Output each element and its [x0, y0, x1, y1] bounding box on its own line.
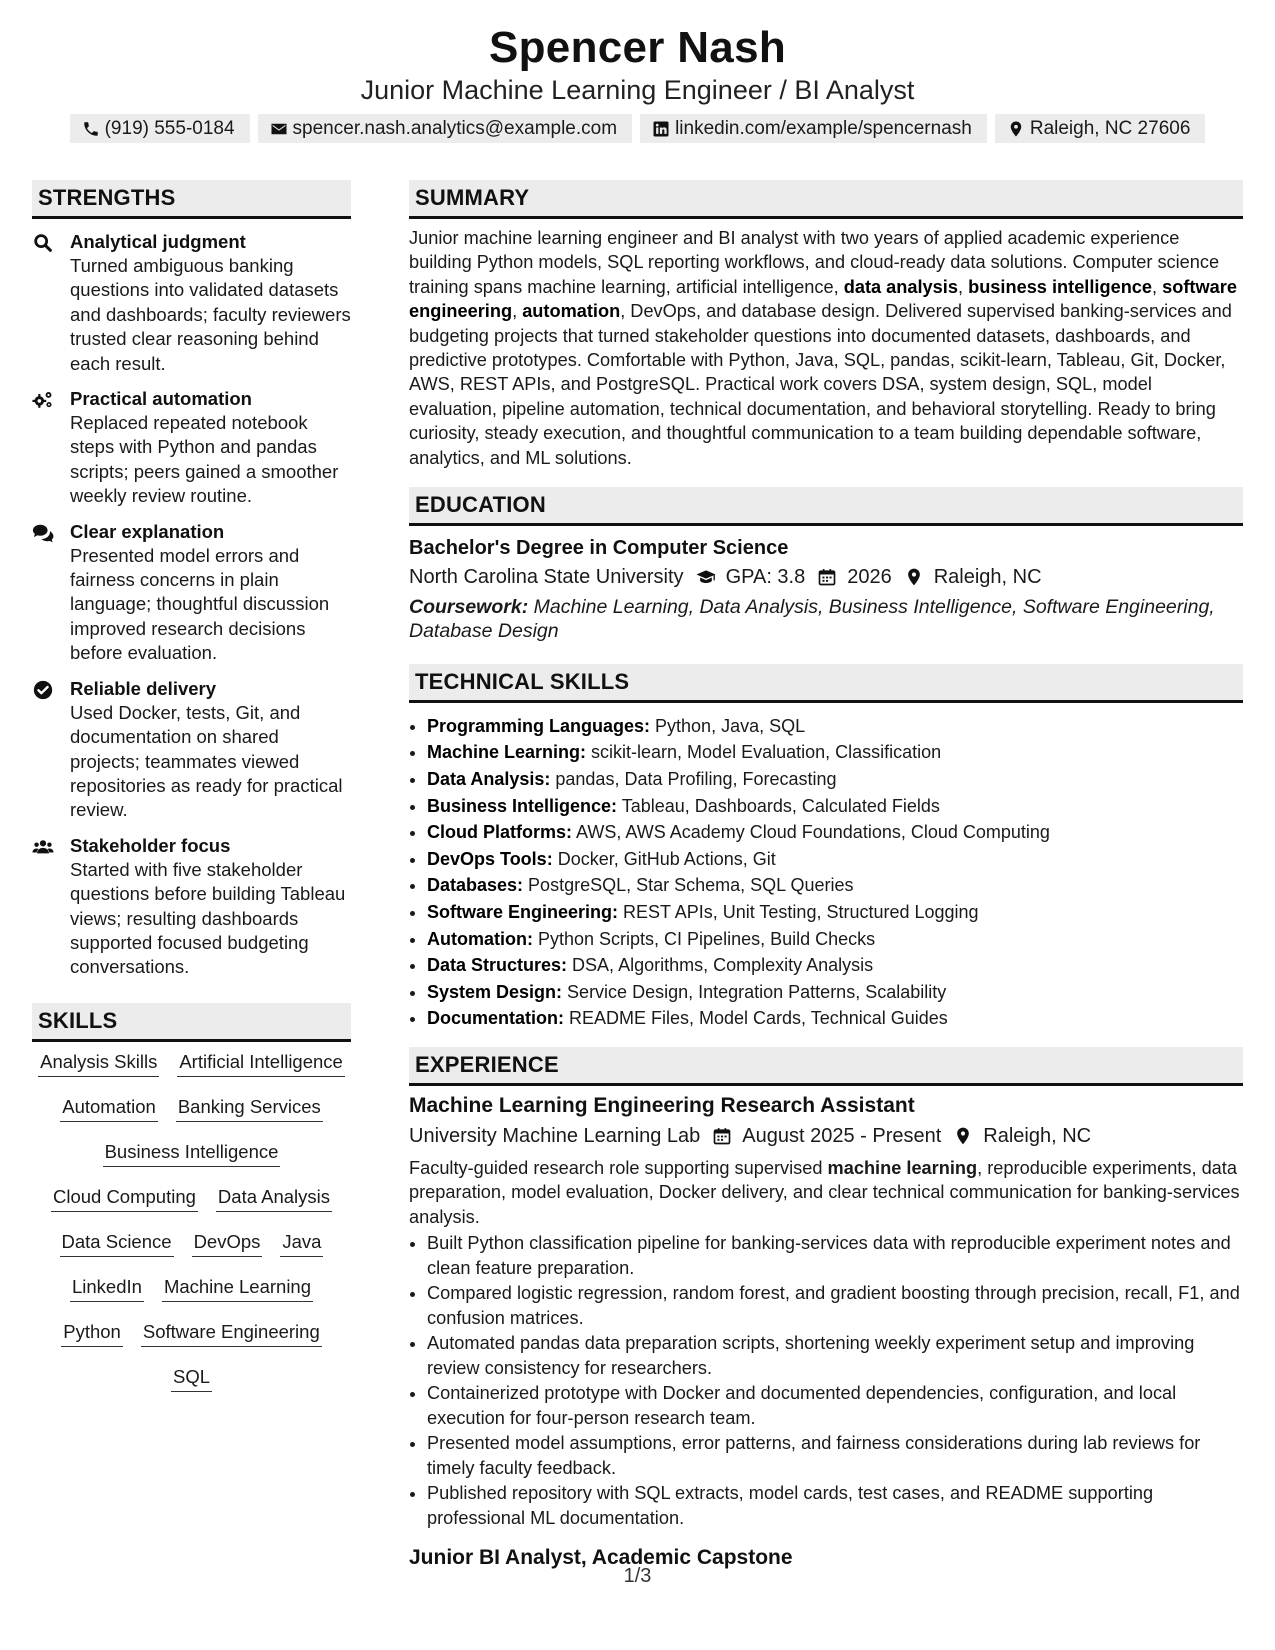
- summary-part: ,: [957, 276, 969, 297]
- skill-values: Docker, GitHub Actions, Git: [552, 848, 776, 869]
- skill-tag: LinkedIn: [70, 1275, 144, 1302]
- left-column: [32, 180, 351, 1410]
- skill-tag: Automation: [60, 1095, 158, 1122]
- map-pin-icon: [1007, 120, 1025, 138]
- skill-category: Data Analysis:: [427, 769, 551, 790]
- skills-row: [32, 1185, 351, 1230]
- contact-email[interactable]: [258, 114, 633, 143]
- strength-item: [32, 834, 351, 980]
- skills-row: [32, 1365, 351, 1410]
- contact-linkedin-text: linkedin.com/example/spencernash: [675, 118, 972, 139]
- skill-category: Automation:: [427, 928, 533, 949]
- skill-tag: DevOps: [192, 1230, 263, 1257]
- summary-part: ,: [1152, 276, 1163, 297]
- skill-tag: SQL: [171, 1365, 212, 1392]
- strength-title: Reliable delivery: [70, 677, 217, 699]
- calendar-icon: [805, 567, 847, 587]
- skill-values: REST APIs, Unit Testing, Structured Logging: [618, 902, 979, 923]
- skill-values: PostgreSQL, Star Schema, SQL Queries: [523, 875, 854, 896]
- skills-heading: SKILLS: [32, 1003, 351, 1042]
- education-coursework: [409, 595, 1243, 644]
- skills-row: [32, 1095, 351, 1140]
- job-org: University Machine Learning Lab: [409, 1125, 701, 1147]
- skills-row: [32, 1275, 351, 1320]
- summary-text: [409, 226, 1243, 470]
- list-item: [427, 793, 1243, 820]
- list-item: [427, 899, 1243, 926]
- skills-tags: [32, 1050, 351, 1410]
- job-title: Junior BI Analyst, Academic Capstone: [409, 1546, 793, 1570]
- list-item: • Automated pandas data preparation scripts, shortening weekly experiment setup and improving review consistency for researchers.: [427, 1331, 1243, 1380]
- job-title: Machine Learning Engineering Research Assistant: [409, 1094, 915, 1117]
- summary-part: Junior machine learning engineer and BI analyst with two years of applied academic experience building Python models, SQL reporting workflows, and cloud-ready data solutions. Computer science training spans machine learning, artificial intelligence,: [409, 228, 1220, 297]
- skill-values: scikit-learn, Model Evaluation, Classification: [586, 742, 942, 763]
- technical-skills-heading: TECHNICAL SKILLS: [409, 664, 1243, 703]
- skills-row: [32, 1230, 351, 1275]
- skill-category: Databases:: [427, 875, 524, 896]
- resume-header: [0, 22, 1275, 106]
- contact-email-text: spencer.nash.analytics@example.com: [292, 118, 618, 139]
- strength-desc: Replaced repeated notebook steps with Python and pandas scripts; peers gained a smoother weekly review routine.: [70, 412, 339, 507]
- skill-tag: Data Science: [60, 1230, 174, 1257]
- skill-values: Service Design, Integration Patterns, Scalability: [562, 981, 947, 1002]
- strength-item: [32, 387, 351, 509]
- education-location: Raleigh, NC: [933, 566, 1042, 589]
- job-meta: [409, 1122, 1243, 1150]
- strength-desc: Presented model errors and fairness concerns in plain language; thoughtful discussion improved research decisions before evaluation.: [70, 544, 330, 664]
- skill-tag: Software Engineering: [141, 1320, 322, 1347]
- education-year: 2026: [847, 566, 892, 589]
- summary-keyword: business intelligence: [968, 276, 1153, 297]
- candidate-role: Junior Machine Learning Engineer / BI Analyst: [360, 75, 915, 105]
- summary-keyword: data analysis: [843, 276, 958, 297]
- list-item: • Compared logistic regression, random forest, and gradient boosting through precision, recall, F1, and confusion matrices.: [427, 1281, 1243, 1330]
- list-item: [427, 819, 1243, 846]
- list-item: [427, 926, 1243, 953]
- summary-heading: SUMMARY: [409, 180, 1243, 219]
- technical-skills-list: [409, 713, 1243, 1032]
- contact-phone[interactable]: [70, 114, 250, 143]
- strengths-heading: STRENGTHS: [32, 180, 351, 219]
- list-item: [427, 979, 1243, 1006]
- skill-category: Business Intelligence:: [427, 795, 618, 816]
- skill-category: Programming Languages:: [427, 715, 651, 736]
- map-pin-icon: [941, 1126, 983, 1146]
- strength-desc: Turned ambiguous banking questions into validated datasets and dashboards; faculty reviewers trusted clear reasoning behind each result.: [70, 255, 351, 374]
- strength-item: [32, 677, 351, 823]
- contact-linkedin[interactable]: [640, 114, 987, 143]
- summary-keyword: automation: [522, 301, 621, 322]
- skill-category: Cloud Platforms:: [427, 822, 573, 843]
- education-gpa: GPA: 3.8: [725, 566, 806, 589]
- skill-tag: Python: [61, 1320, 123, 1347]
- skill-category: System Design:: [427, 981, 563, 1002]
- list-item: [427, 872, 1243, 899]
- list-item: [427, 713, 1243, 740]
- contact-location[interactable]: [995, 114, 1206, 143]
- contact-location-text: Raleigh, NC 27606: [1029, 118, 1191, 139]
- list-item: • Containerized prototype with Docker and documented dependencies, configuration, and local execution for four-person research team.: [427, 1381, 1243, 1430]
- skill-values: Python Scripts, CI Pipelines, Build Checks: [532, 928, 876, 949]
- right-column: [409, 180, 1243, 1572]
- graduation-cap-icon: [684, 567, 726, 587]
- skill-values: AWS, AWS Academy Cloud Foundations, Cloud Computing: [572, 822, 1050, 843]
- list-item: • Presented model assumptions, error patterns, and fairness considerations during lab reviews for timely faculty feedback.: [427, 1431, 1243, 1480]
- strength-desc: Started with five stakeholder questions before building Tableau views; resulting dashboards supported focused budgeting conversations.: [70, 858, 346, 978]
- page-number: 1/3: [623, 1565, 652, 1587]
- education-degree: Bachelor's Degree in Computer Science: [409, 537, 789, 560]
- skill-values: Python, Java, SQL: [650, 715, 806, 736]
- job-location: Raleigh, NC: [983, 1125, 1092, 1147]
- strength-title: Clear explanation: [70, 520, 225, 542]
- strength-title: Stakeholder focus: [70, 834, 231, 856]
- skill-tag: Artificial Intelligence: [177, 1050, 345, 1077]
- experience-heading: EXPERIENCE: [409, 1047, 1243, 1086]
- strength-desc: Used Docker, tests, Git, and documentation on shared projects; teammates viewed repositories as ready for practical review.: [70, 701, 343, 821]
- comments-icon: [32, 520, 70, 666]
- education-meta: [409, 563, 1243, 591]
- coursework-list: Machine Learning, Data Analysis, Business Intelligence, Software Engineering, Database Design: [409, 596, 1215, 643]
- summary-part: , DevOps, and database design. Delivered supervised banking-services and budgeting projects that turned stakeholder questions into documented datasets, dashboards, and predictive prototypes. Comfortable with Python, Java, SQL, pandas, scikit-learn, Tableau, Git, Docker, AWS, REST APIs, and PostgreSQL. Practical work covers DSA, system design, SQL, model evaluation, pipeline automation, technical documentation, and behavioral storytelling. Ready to bring curiosity, steady execution, and thoughtful communication to a team building dependable software, analytics, and ML solutions.: [409, 301, 1232, 468]
- search-icon: [32, 230, 70, 376]
- job-bullets: [409, 1231, 1243, 1530]
- skills-row: [32, 1320, 351, 1365]
- list-item: [427, 739, 1243, 766]
- list-item: • Published repository with SQL extracts, model cards, test cases, and README supporting professional ML documentation.: [427, 1481, 1243, 1530]
- contact-bar: [0, 114, 1275, 143]
- skill-values: README Files, Model Cards, Technical Guides: [564, 1008, 948, 1029]
- skill-values: DSA, Algorithms, Complexity Analysis: [567, 955, 874, 976]
- calendar-icon: [700, 1126, 742, 1146]
- list-item: • Built Python classification pipeline for banking-services data with reproducible experiment notes and clean feature preparation.: [427, 1231, 1243, 1280]
- coursework-label: Coursework:: [409, 596, 529, 619]
- users-icon: [32, 834, 70, 980]
- summary-keyword: software engineering: [409, 276, 1237, 322]
- skill-tag: Machine Learning: [162, 1275, 313, 1302]
- gears-icon: [32, 387, 70, 509]
- strength-item: [32, 520, 351, 666]
- job-desc-part: Faculty-guided research role supporting supervised: [409, 1158, 828, 1178]
- strength-title: Practical automation: [70, 388, 252, 410]
- skill-values: Tableau, Dashboards, Calculated Fields: [617, 795, 940, 816]
- skill-category: Software Engineering:: [427, 902, 619, 923]
- phone-icon: [82, 120, 100, 138]
- envelope-icon: [270, 120, 288, 138]
- job-desc-keyword: machine learning: [827, 1158, 978, 1178]
- strength-item: [32, 230, 351, 376]
- linkedin-icon: [652, 120, 670, 138]
- job-dates: August 2025 - Present: [742, 1125, 942, 1147]
- skills-row: [32, 1050, 351, 1095]
- contact-phone-text: (919) 555-0184: [104, 118, 235, 139]
- skill-category: Documentation:: [427, 1008, 564, 1029]
- list-item: [427, 952, 1243, 979]
- job-desc-part: , reproducible experiments, data preparation, model evaluation, Docker delivery, and clear technical communication for banking-services analysis.: [409, 1158, 1240, 1227]
- skill-tag: Banking Services: [176, 1095, 323, 1122]
- skill-category: Machine Learning:: [427, 742, 587, 763]
- list-item: [427, 766, 1243, 793]
- skill-tag: Java: [280, 1230, 323, 1257]
- map-pin-icon: [892, 567, 934, 587]
- skill-tag: Analysis Skills: [38, 1050, 159, 1077]
- skill-tag: Cloud Computing: [51, 1185, 198, 1212]
- job-description: [409, 1156, 1243, 1229]
- education-heading: EDUCATION: [409, 487, 1243, 526]
- check-circle-icon: [32, 677, 70, 823]
- strength-title: Analytical judgment: [70, 231, 246, 252]
- skill-category: DevOps Tools:: [427, 848, 553, 869]
- list-item: [427, 846, 1243, 873]
- skill-values: pandas, Data Profiling, Forecasting: [550, 769, 837, 790]
- skill-category: Data Structures:: [427, 955, 568, 976]
- skill-tag: Data Analysis: [216, 1185, 332, 1212]
- education-school: North Carolina State University: [409, 566, 684, 589]
- list-item: [427, 1005, 1243, 1032]
- summary-part: ,: [512, 301, 523, 322]
- skill-tag: Business Intelligence: [103, 1140, 281, 1167]
- skills-row: [32, 1140, 351, 1185]
- candidate-name: Spencer Nash: [488, 23, 787, 72]
